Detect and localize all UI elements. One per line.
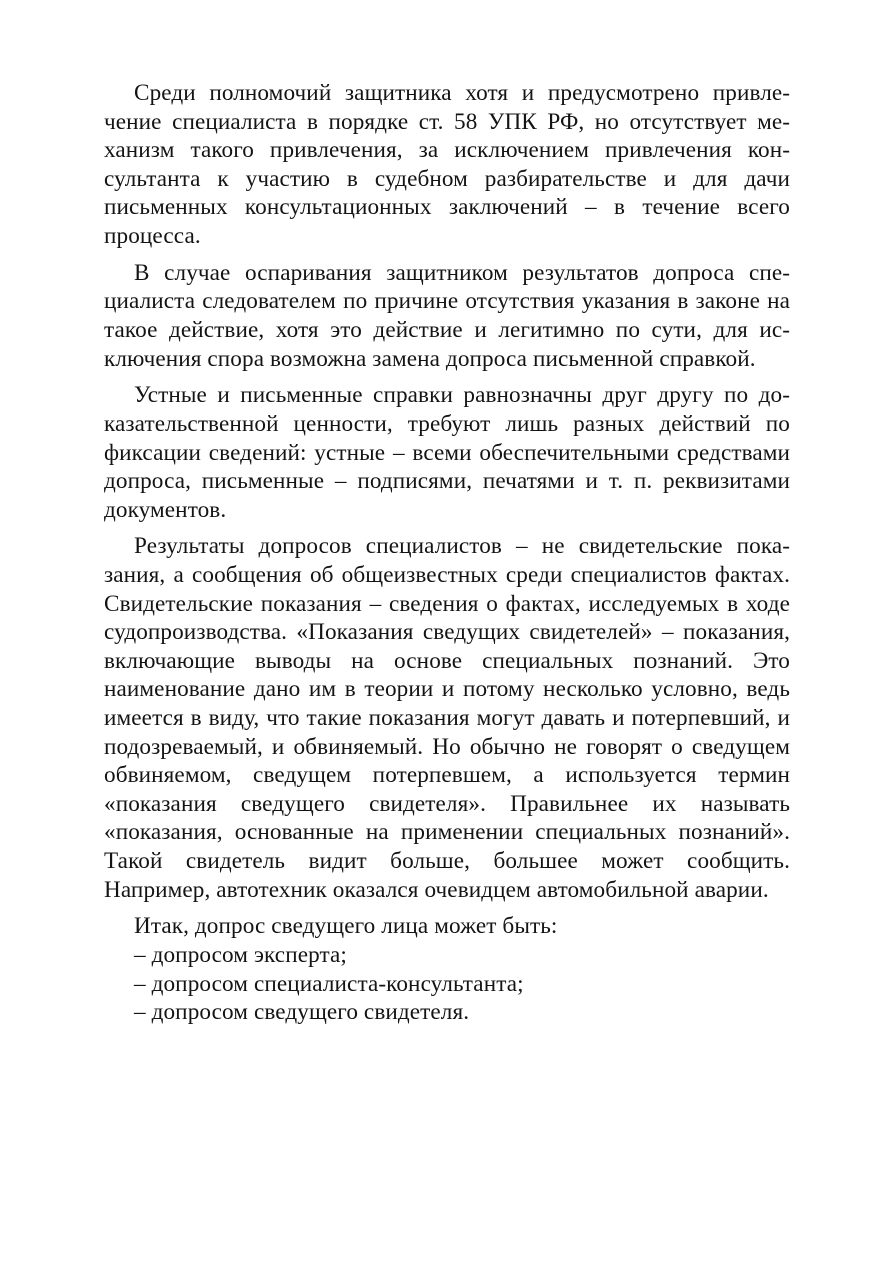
interrogation-types-list: [104, 941, 790, 1027]
paragraph-interrogation-results: Результаты допросов специалистов – не свидетельские показания, а сообщения об общеизвестных среди специалистов фактах. Свидетельские показания – сведения о фактах, исследуемых в ходе судопроизводства. «Показания сведущих свидетелей» – показания, включающие выводы на основе специальных познаний. Это наименование дано им в теории и потому несколько условно, ведь имеется в виду, что такие показания могут давать и потерпевший, и подозреваемый, и обвиняемый. Но обычно не говорят о сведущем обвиняемом, сведущем потерпевшем, а используется термин «показания сведущего свидетеля». Правильнее их называть «показания, основанные на применении специальных познаний». Такой свидетель видит больше, большее может сообщить. Например, автотехник оказался очевидцем автомобильной аварии.: [104, 533, 790, 903]
list-lead: Итак, допрос сведущего лица может быть:: [134, 913, 558, 940]
list-item: – допросом сведущего свидетеля.: [134, 999, 470, 1026]
page-body: [104, 79, 790, 1027]
paragraph-dispute-replacement: В случае оспаривания защитником результатов допроса специалиста следователем по причине отсутствия указания в законе на такое действие, хотя это действие и легитимно по сути, для исключения спора возможна замена допроса письменной справкой.: [104, 259, 790, 372]
paragraph-defender-powers: Среди полномочий защитника хотя и предусмотрено привлечение специалиста в порядке ст. 58 УПК РФ, но отсутствует механизм такого привлечения, за исключением привлечения консультанта к участию в судебном разбирательстве и для дачи письменных консультационных заключений – в течение всего процесса.: [104, 80, 790, 249]
list-item: – допросом эксперта;: [134, 941, 347, 968]
list-item: – допросом специалиста-консультанта;: [134, 970, 524, 997]
paragraph-oral-written-references: Устные и письменные справки равнозначны друг другу по доказательственной ценности, требуют лишь разных действий по фиксации сведений: устные – всеми обеспечительными средствами допроса, письменные – подписями, печатями и т. п. реквизитами документов.: [104, 382, 790, 523]
